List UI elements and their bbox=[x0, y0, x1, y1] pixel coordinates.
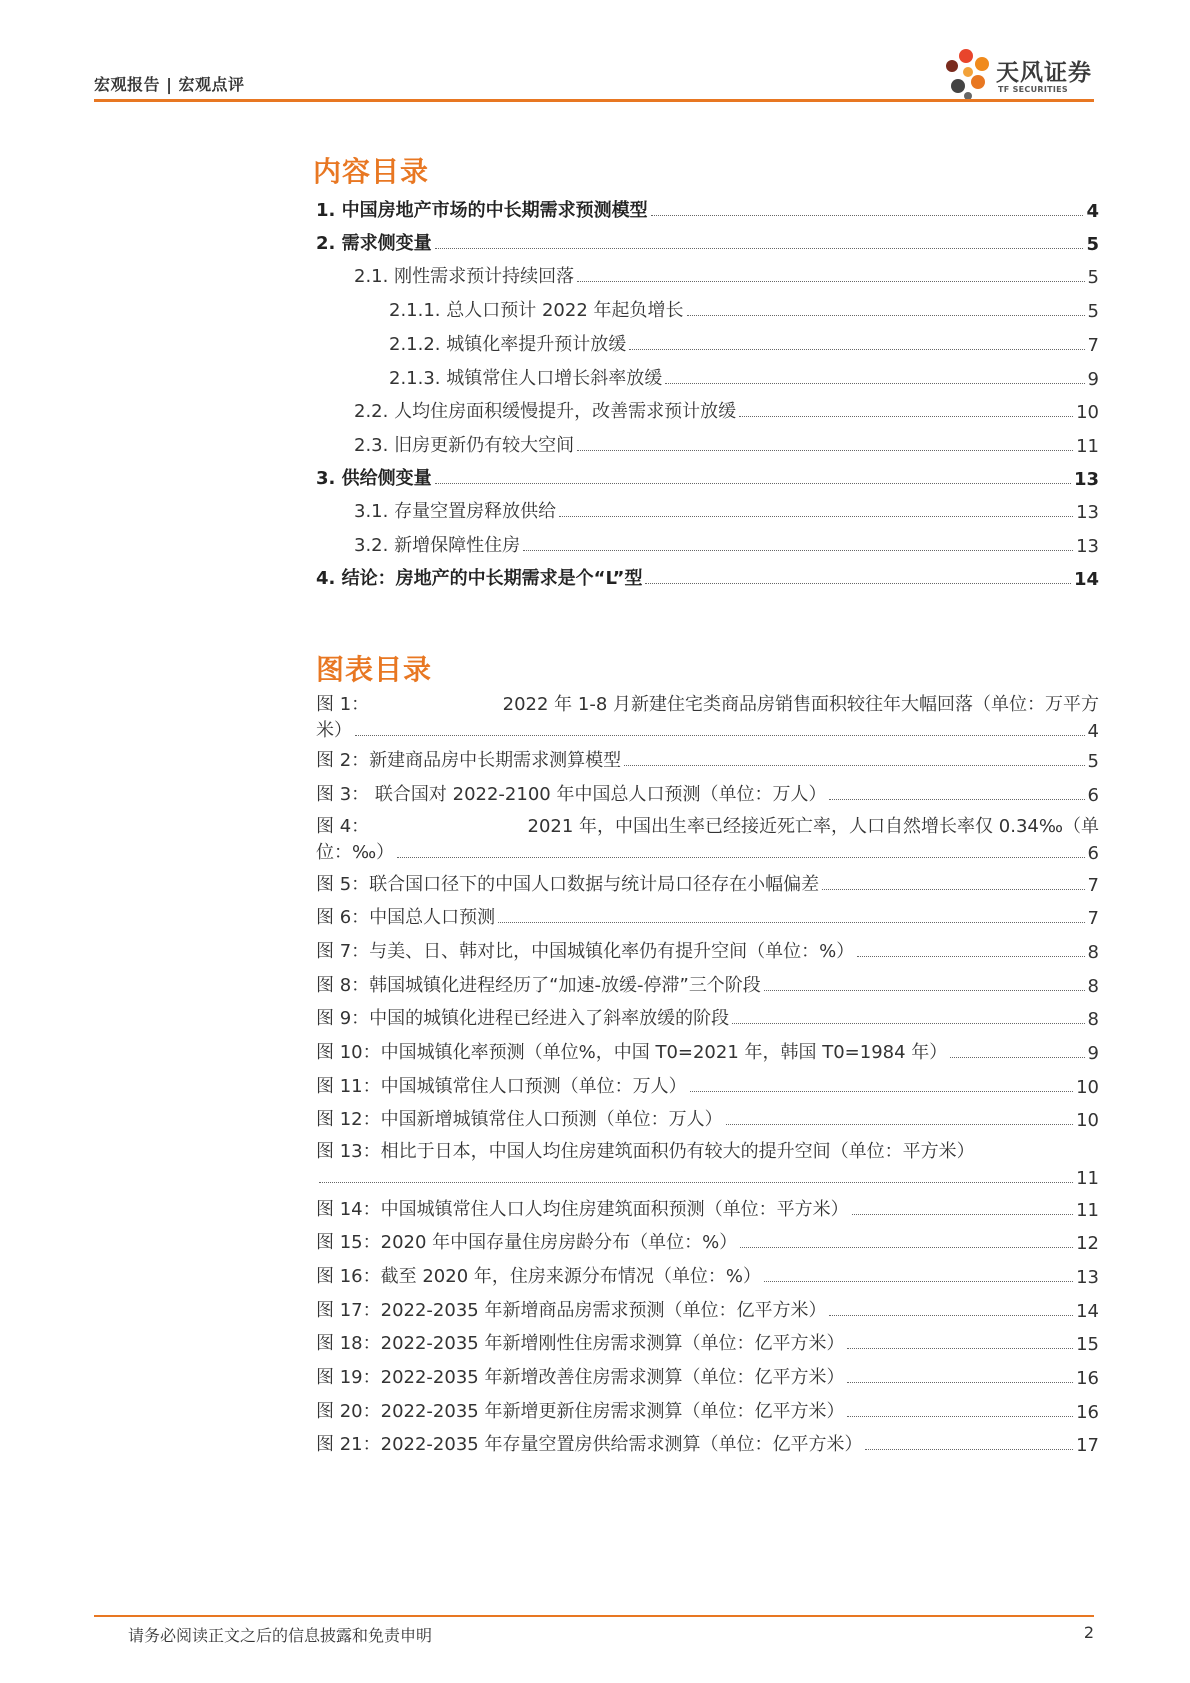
toc-item[interactable]: 2.2. 人均住房面积缓慢提升，改善需求预计放缓 10 bbox=[354, 401, 1099, 423]
toc-item[interactable]: 2.1.3. 城镇常住人口增长斜率放缓 9 bbox=[389, 368, 1099, 390]
toc-item[interactable]: 2.3. 旧房更新仍有较大空间 11 bbox=[354, 435, 1099, 457]
disclaimer-text: 请务必阅读正文之后的信息披露和免责申明 bbox=[128, 1626, 433, 1645]
toc-item[interactable]: 3. 供给侧变量 13 bbox=[316, 468, 1099, 490]
toc-item[interactable]: 1. 中国房地产市场的中长期需求预测模型 4 bbox=[316, 200, 1099, 222]
toc-title: 内容目录 bbox=[313, 155, 430, 188]
toc-item[interactable]: 2. 需求侧变量 5 bbox=[316, 233, 1099, 255]
flower-logo-icon bbox=[938, 44, 992, 102]
figure-item[interactable]: 图 16：截至 2020 年，住房来源分布情况（单位：%） 13 bbox=[316, 1266, 1099, 1288]
figure-item[interactable]: 图 17：2022-2035 年新增商品房需求预测（单位：亿平方米） 14 bbox=[316, 1300, 1099, 1322]
toc-item[interactable]: 3.2. 新增保障性住房 13 bbox=[354, 535, 1099, 557]
figure-item[interactable]: 图 2：新建商品房中长期需求测算模型 5 bbox=[316, 750, 1099, 772]
brand-name-en: TF SECURITIES bbox=[998, 85, 1068, 94]
brand-logo bbox=[938, 44, 1098, 102]
toc-item[interactable]: 2.1. 刚性需求预计持续回落 5 bbox=[354, 266, 1099, 288]
toc-item[interactable]: 3.1. 存量空置房释放供给 13 bbox=[354, 501, 1099, 523]
figure-item[interactable]: 图 12：中国新增城镇常住人口预测（单位：万人） 10 bbox=[316, 1109, 1099, 1131]
figures-title: 图表目录 bbox=[316, 653, 433, 686]
toc-item[interactable]: 4. 结论：房地产的中长期需求是个“L”型 14 bbox=[316, 568, 1099, 590]
figure-item[interactable]: 图 19：2022-2035 年新增改善住房需求测算（单位：亿平方米） 16 bbox=[316, 1367, 1099, 1389]
figure-item[interactable]: 图 21：2022-2035 年存量空置房供给需求测算（单位：亿平方米） 17 bbox=[316, 1434, 1099, 1456]
figure-item[interactable]: 图 8：韩国城镇化进程经历了“加速-放缓-停滞”三个阶段 8 bbox=[316, 975, 1099, 997]
report-type: 宏观报告 | 宏观点评 bbox=[94, 75, 245, 94]
figure-item[interactable]: 图 4： 2021 年，中国出生率已经接近死亡率，人口自然增长率仅 0.34‰（单 位：‰） 6 bbox=[316, 816, 1099, 864]
figure-item[interactable]: 图 15：2020 年中国存量住房房龄分布（单位：%） 12 bbox=[316, 1232, 1099, 1254]
figure-item[interactable]: 图 20：2022-2035 年新增更新住房需求测算（单位：亿平方米） 16 bbox=[316, 1401, 1099, 1423]
toc-item[interactable]: 2.1.1. 总人口预计 2022 年起负增长 5 bbox=[389, 300, 1099, 322]
figure-item[interactable]: 图 14：中国城镇常住人口人均住房建筑面积预测（单位：平方米） 11 bbox=[316, 1199, 1099, 1221]
brand-name-cn: 天风证券 bbox=[996, 60, 1092, 86]
figure-item[interactable]: 图 10：中国城镇化率预测（单位%，中国 T0=2021 年，韩国 T0=1984 年） 9 bbox=[316, 1042, 1099, 1064]
figure-item[interactable]: 图 1： 2022 年 1-8 月新建住宅类商品房销售面积较往年大幅回落（单位：万平方 米） 4 bbox=[316, 694, 1099, 742]
page-number: 2 bbox=[1083, 1623, 1094, 1642]
toc-item[interactable]: 2.1.2. 城镇化率提升预计放缓 7 bbox=[389, 334, 1099, 356]
footer-divider bbox=[94, 1615, 1094, 1617]
figure-item[interactable]: 图 9：中国的城镇化进程已经进入了斜率放缓的阶段 8 bbox=[316, 1008, 1099, 1030]
figure-item[interactable]: 图 6：中国总人口预测 7 bbox=[316, 907, 1099, 929]
figure-item[interactable]: 图 18：2022-2035 年新增刚性住房需求测算（单位：亿平方米） 15 bbox=[316, 1333, 1099, 1355]
header-divider bbox=[94, 99, 1094, 102]
figure-item[interactable]: 图 3： 联合国对 2022-2100 年中国总人口预测（单位：万人） 6 bbox=[316, 784, 1099, 806]
figure-item[interactable]: 图 7：与美、日、韩对比，中国城镇化率仍有提升空间（单位：%） 8 bbox=[316, 941, 1099, 963]
figure-item[interactable]: 图 11：中国城镇常住人口预测（单位：万人） 10 bbox=[316, 1076, 1099, 1098]
figure-item[interactable]: 图 13：相比于日本，中国人均住房建筑面积仍有较大的提升空间（单位：平方米） 11 bbox=[316, 1141, 1099, 1189]
figure-item[interactable]: 图 5：联合国口径下的中国人口数据与统计局口径存在小幅偏差 7 bbox=[316, 874, 1099, 896]
